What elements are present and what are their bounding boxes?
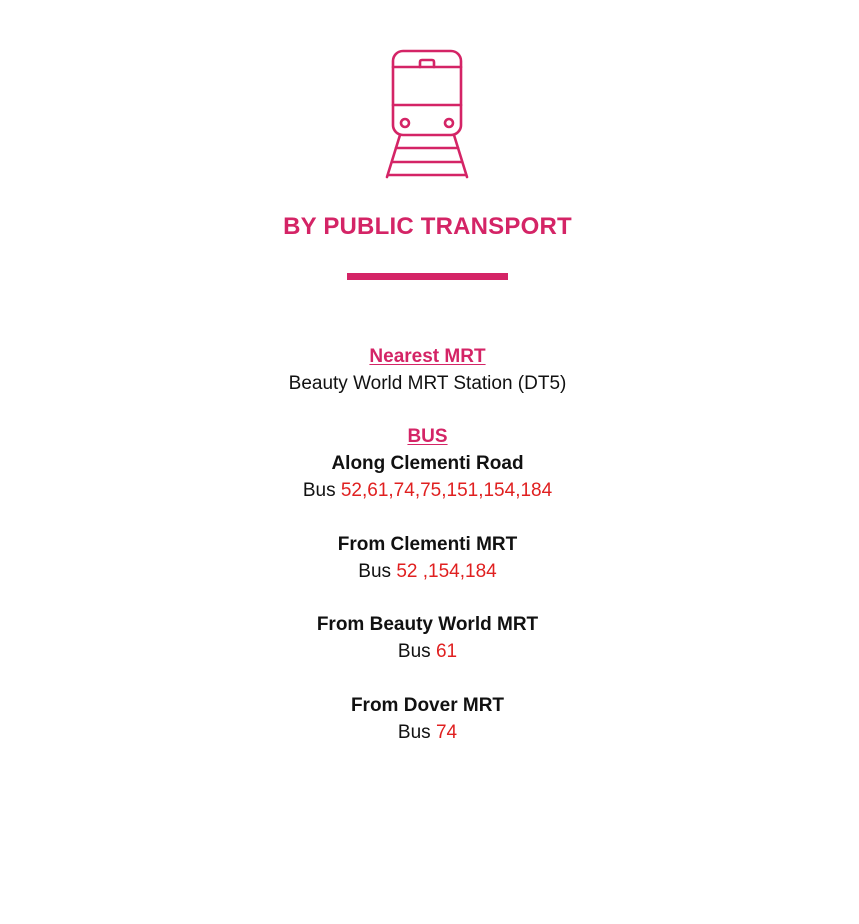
- nearest-mrt-heading: Nearest MRT: [369, 346, 486, 367]
- route-location: Along Clementi Road: [331, 453, 524, 474]
- route-buses: [0, 558, 855, 585]
- bus-numbers: 61: [435, 641, 458, 662]
- route-location: From Beauty World MRT: [316, 614, 539, 635]
- title-divider: [347, 273, 508, 280]
- bus-prefix: Bus: [397, 722, 436, 743]
- route-location: From Dover MRT: [350, 695, 505, 716]
- route-buses: [0, 638, 855, 665]
- section-title: BY PUBLIC TRANSPORT: [283, 213, 572, 240]
- bus-prefix: Bus: [358, 561, 397, 582]
- route-buses: [0, 477, 855, 504]
- bus-heading: BUS: [407, 426, 448, 447]
- bus-numbers: 52,61,74,75,151,154,184: [340, 480, 553, 501]
- route-buses: [0, 719, 855, 746]
- nearest-mrt-station: Beauty World MRT Station (DT5): [288, 373, 567, 394]
- bus-prefix: Bus: [397, 641, 436, 662]
- train-icon: [384, 49, 470, 181]
- route-location: From Clementi MRT: [337, 534, 518, 555]
- bus-numbers: 74: [435, 722, 458, 743]
- bus-numbers: 52 ,154,184: [396, 561, 497, 582]
- bus-prefix: Bus: [302, 480, 341, 501]
